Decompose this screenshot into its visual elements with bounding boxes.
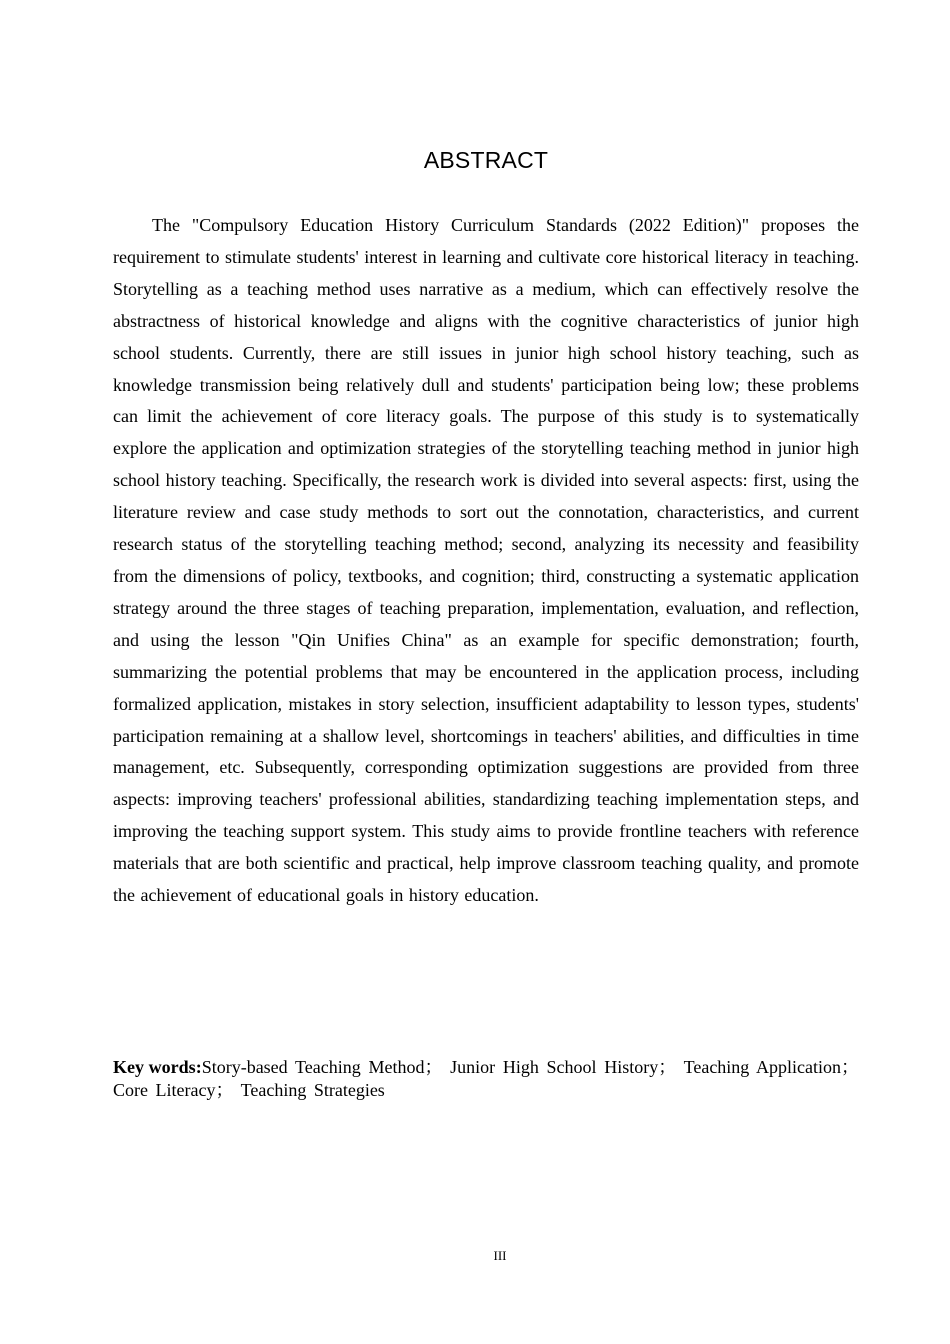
abstract-title: ABSTRACT <box>423 147 549 173</box>
keywords-line <box>113 1056 859 1102</box>
page-number: III <box>493 1248 507 1263</box>
keywords-label: Key words: <box>113 1057 202 1077</box>
keywords-text: Story-based Teaching Method； Junior High School History； Teaching Application； Core Literacy； Teaching Strategies <box>113 1057 859 1100</box>
abstract-body: The "Compulsory Education History Curriculum Standards (2022 Edition)" proposes the requirement to stimulate students' interest in learning and cultivate core historical literacy in teaching. Storytelling as a teaching method uses narrative as a medium, which can effectively resolve the abstractness of historical knowledge and aligns with the cognitive characteristics of junior high school students. Currently, there are still issues in junior high school history teaching, such as knowledge transmission being relatively dull and students' participation being low; these problems can limit the achievement of core literacy goals. The purpose of this study is to systematically explore the application and optimization strategies of the storytelling teaching method in junior high school history teaching. Specifically, the research work is divided into several aspects: first, using the literature review and case study methods to sort out the connotation, characteristics, and current research status of the storytelling teaching method; second, analyzing its necessity and feasibility from the dimensions of policy, textbooks, and cognition; third, constructing a systematic application strategy around the three stages of teaching preparation, implementation, evaluation, and reflection, and using the lesson "Qin Unifies China" as an example for specific demonstration; fourth, summarizing the potential problems that may be encountered in the application process, including formalized application, mistakes in story selection, insufficient adaptability to lesson types, students' participation remaining at a shallow level, shortcomings in teachers' abilities, and difficulties in time management, etc. Subsequently, corresponding optimization suggestions are provided from three aspects: improving teachers' professional abilities, standardizing teaching implementation steps, and improving the teaching support system. This study aims to provide frontline teachers with reference materials that are both scientific and practical, help improve classroom teaching quality, and promote the achievement of educational goals in history education. <box>113 215 859 906</box>
